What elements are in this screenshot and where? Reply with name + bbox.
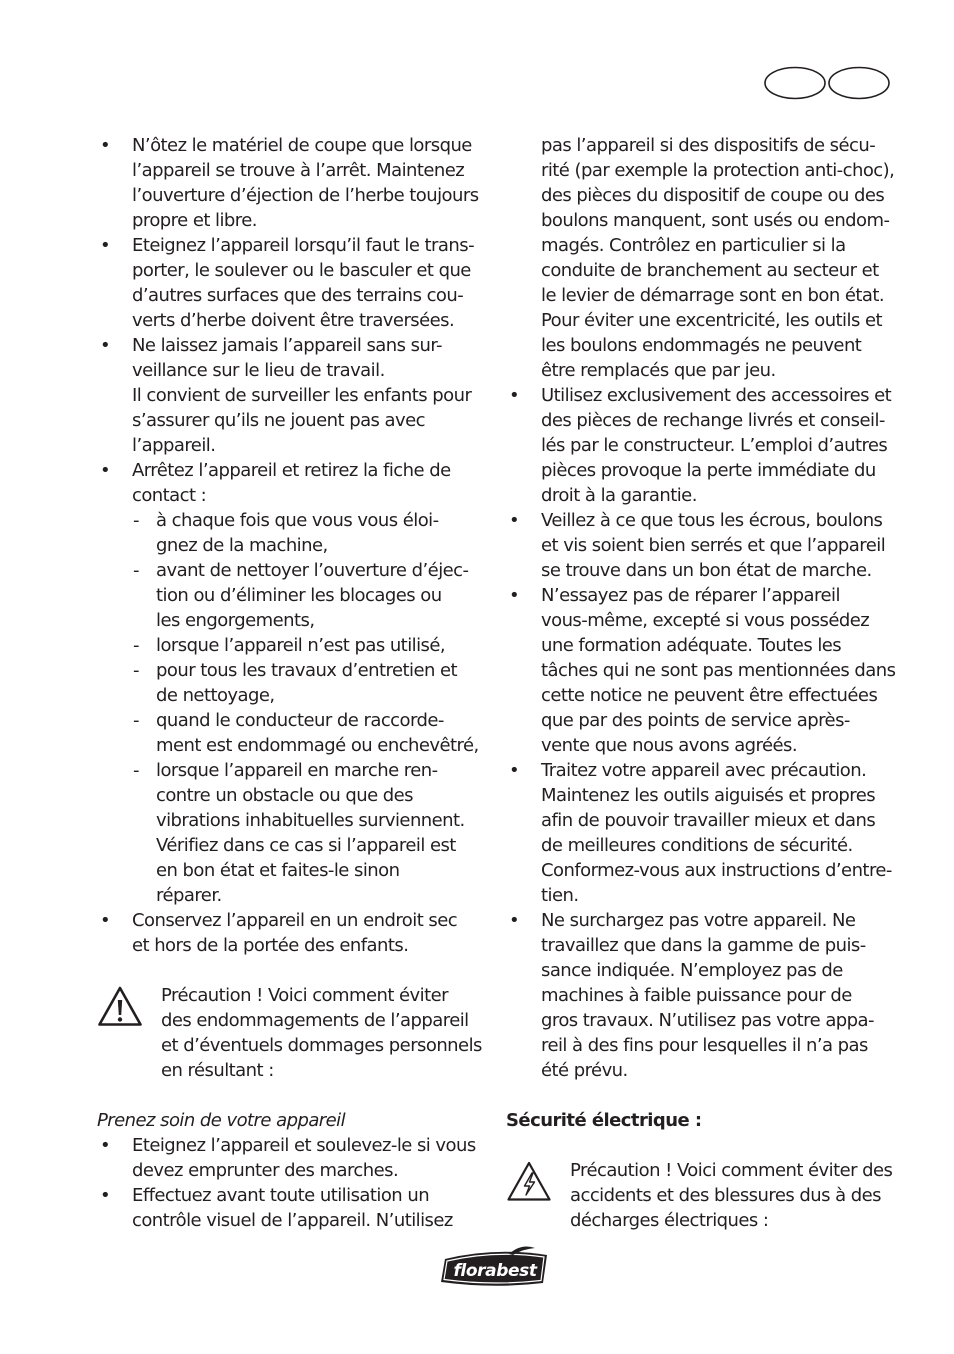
list-item: • Veillez à ce que tous les écrous, boulons — [506, 508, 906, 533]
text-line: des pièces de rechange livrés et conseil- — [541, 410, 885, 431]
text-line: s’assurer qu’ils ne jouent pas avec — [132, 410, 425, 431]
text-line: être remplacés que par jeu. — [541, 360, 776, 381]
text-line: contact : — [132, 485, 207, 506]
text-line: pièces provoque la perte immédiate du — [541, 460, 876, 481]
text-line: Conformez-vous aux instructions d’entre- — [541, 860, 892, 881]
text-line: été prévu. — [541, 1060, 628, 1081]
text-line: ment est endommagé ou enchevêtré, — [156, 735, 479, 756]
text-line: machines à faible puissance pour de — [541, 985, 852, 1006]
text-line: vente que nous avons agréés. — [541, 735, 798, 756]
text-line: pas l’appareil si des dispositifs de sécu- — [541, 135, 876, 156]
text-line: en résultant : — [161, 1060, 274, 1081]
list-item: • Traitez votre appareil avec précaution. — [506, 758, 906, 783]
text-line: cette notice ne peuvent être effectuées — [541, 685, 878, 706]
list-item: - lorsque l’appareil n’est pas utilisé, — [97, 633, 487, 658]
text-line: Maintenez les outils aiguisés et propres — [541, 785, 876, 806]
text-line: droit à la garantie. — [541, 485, 697, 506]
left-warning-block — [97, 983, 487, 1083]
list-item: • Utilisez exclusivement des accessoires et — [506, 383, 906, 408]
text-line: décharges électriques : — [570, 1210, 769, 1231]
text-line: de nettoyage, — [156, 685, 275, 706]
text-line: tâches qui ne sont pas mentionnées dans — [541, 660, 896, 681]
text-line: reil à des fins pour lesquelles il n’a pas — [541, 1035, 868, 1056]
text-line: afin de pouvoir travailler mieux et dans — [541, 810, 876, 831]
list-item: - à chaque fois que vous vous éloi- — [97, 508, 487, 533]
list-item: • N’essayez pas de réparer l’appareil — [506, 583, 906, 608]
text-line: et hors de la portée des enfants. — [132, 935, 409, 956]
text-line: contre un obstacle ou que des — [156, 785, 414, 806]
text-line: travaillez que dans la gamme de puis- — [541, 935, 866, 956]
text-line: que par des points de service après- — [541, 710, 850, 731]
text-line: l’appareil. — [132, 435, 216, 456]
list-item: • Effectuez avant toute utilisation un — [97, 1183, 487, 1208]
text-line: l’appareil se trouve à l’arrêt. Maintenez — [132, 160, 465, 181]
text-line: Précaution ! Voici comment éviter — [161, 985, 448, 1006]
text-line: Pour éviter une excentricité, les outils et — [541, 310, 882, 331]
text-line: accidents et des blessures dus à des — [570, 1185, 881, 1206]
text-line: verts d’herbe doivent être traversées. — [132, 310, 455, 331]
list-item: - pour tous les travaux d’entretien et — [97, 658, 487, 683]
list-item: • Eteignez l’appareil et soulevez-le si vous — [97, 1133, 487, 1158]
text-line: et d’éventuels dommages personnels — [161, 1035, 482, 1056]
list-item: • Conservez l’appareil en un endroit sec — [97, 908, 487, 933]
list-item: - avant de nettoyer l’ouverture d’éjec- — [97, 558, 487, 583]
left-safety-list — [97, 133, 487, 958]
exclamation-warning-icon — [97, 985, 143, 1027]
list-item: • Arrêtez l’appareil et retirez la fiche de — [97, 458, 487, 483]
text-line: vibrations inhabituelles surviennent. — [156, 810, 465, 831]
text-line: une formation adéquate. Toutes les — [541, 635, 842, 656]
text-line: porter, le soulever ou le basculer et que — [132, 260, 471, 281]
text-line: contrôle visuel de l’appareil. N’utilisez — [132, 1210, 453, 1231]
right-safety-list — [506, 133, 906, 1083]
florabest-logo-text: florabest — [453, 1261, 537, 1281]
text-line: devez emprunter des marches. — [132, 1160, 399, 1181]
care-heading: Prenez soin de votre appareil — [97, 1110, 346, 1131]
text-line: Précaution ! Voici comment éviter des — [570, 1160, 893, 1181]
text-line: vous-même, excepté si vous possédez — [541, 610, 870, 631]
text-line: gnez de la machine, — [156, 535, 328, 556]
text-line: des pièces du dispositif de coupe ou des — [541, 185, 885, 206]
list-item: • Eteignez l’appareil lorsqu’il faut le trans- — [97, 233, 487, 258]
list-item: - quand le conducteur de raccorde- — [97, 708, 487, 733]
right-column — [506, 133, 906, 1233]
text-line: en bon état et faites-le sinon — [156, 860, 400, 881]
text-line: Vérifiez dans ce cas si l’appareil est — [156, 835, 456, 856]
list-item: - lorsque l’appareil en marche ren- — [97, 758, 487, 783]
text-line: les engorgements, — [156, 610, 315, 631]
text-line: magés. Contrôlez en particulier si la — [541, 235, 846, 256]
left-column — [97, 133, 487, 1233]
electrical-safety-heading: Sécurité électrique : — [506, 1110, 702, 1131]
text-line: se trouve dans un bon état de marche. — [541, 560, 872, 581]
text-line: le levier de démarrage sont en bon état. — [541, 285, 885, 306]
text-line: gros travaux. N’utilisez pas votre appa- — [541, 1010, 874, 1031]
lightning-warning-icon — [506, 1160, 552, 1202]
text-line: Il convient de surveiller les enfants pour — [132, 385, 472, 406]
list-item: • N’ôtez le matériel de coupe que lorsque — [97, 133, 487, 158]
text-line: l’ouverture d’éjection de l’herbe toujours — [132, 185, 479, 206]
text-line: tien. — [541, 885, 579, 906]
text-line: veillance sur le lieu de travail. — [132, 360, 385, 381]
text-line: tion ou d’éliminer les blocages ou — [156, 585, 442, 606]
language-indicator-ovals — [763, 66, 891, 100]
text-line: de meilleures conditions de sécurité. — [541, 835, 853, 856]
text-line: conduite de branchement au secteur et — [541, 260, 879, 281]
text-line: rité (par exemple la protection anti-choc), — [541, 160, 895, 181]
text-line: d’autres surfaces que des terrains cou- — [132, 285, 464, 306]
list-item: • Ne surchargez pas votre appareil. Ne — [506, 908, 906, 933]
text-line: boulons manquent, sont usés ou endom- — [541, 210, 890, 231]
florabest-logo — [437, 1245, 553, 1289]
text-line: des endommagements de l’appareil — [161, 1010, 469, 1031]
text-line: sance indiquée. N’employez pas de — [541, 960, 843, 981]
text-line: les boulons endommagés ne peuvent — [541, 335, 862, 356]
list-item: • Ne laissez jamais l’appareil sans sur- — [97, 333, 487, 358]
text-line: réparer. — [156, 885, 222, 906]
care-list — [97, 1133, 487, 1233]
text-line: lés par le constructeur. L’emploi d’autres — [541, 435, 888, 456]
text-line: propre et libre. — [132, 210, 257, 231]
text-line: et vis soient bien serrés et que l’appareil — [541, 535, 886, 556]
electrical-warning-block — [506, 1158, 906, 1233]
